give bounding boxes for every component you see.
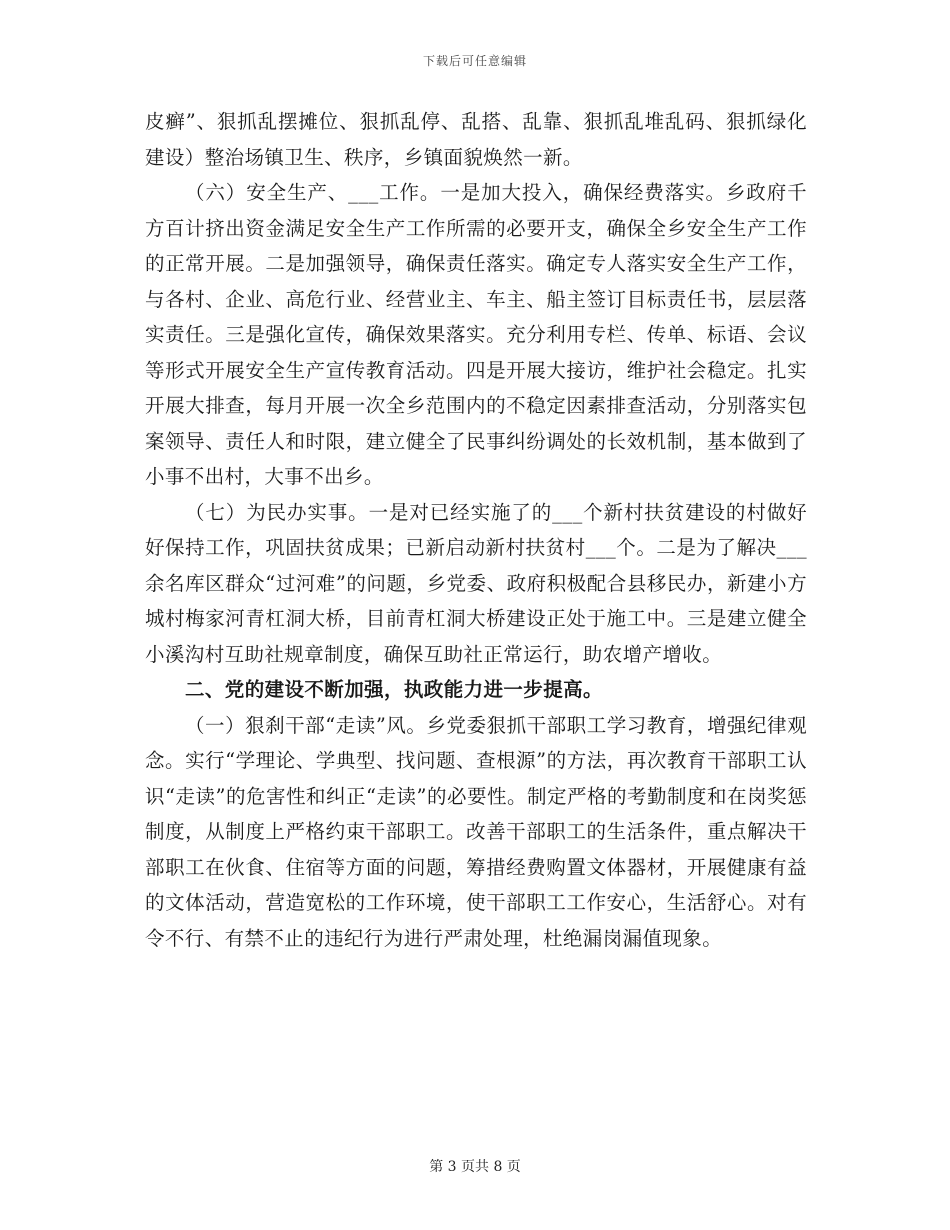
paragraph-commuting-rectification: （一）狠刹干部“走读”风。乡党委狠抓干部职工学习教育，增强纪律观念。实行“学理论、学典型、找问题、查根源”的方法，再次教育干部职工认识“走读”的危害性和纠正“走读”的必要性。制定严格的考勤制度和在岗奖惩制度，从制度上严格约束干部职工。改善干部职工的生活条件，重点解决干部职工在伙食、住宿等方面的问题，筹措经费购置文体器材，开展健康有益的文体活动，营造宽松的工作环境，使干部职工工作安心，生活舒心。对有令不行、有禁不止的违纪行为进行严肃处理，杜绝漏岗漏值现象。 xyxy=(145,713,807,950)
paragraph-practical-work: （七）为民办实事。一是对已经实施了的___个新村扶贫建设的村做好好保持工作，巩固扶贫成果；已新启动新村扶贫村___个。二是为了解决___余名库区群众“过河难”的问题，乡党委、政府积极配合县移民办，新建小方城村梅家河青杠洞大桥，目前青杠洞大桥建设正处于施工中。三是建立健全小溪沟村互助社规章制度，确保互助社正常运行，助农增产增收。 xyxy=(145,500,807,666)
page-footer-number: 第 3 页共 8 页 xyxy=(429,1159,521,1175)
section-heading-party-building: 二、党的建设不断加强，执政能力进一步提高。 xyxy=(185,678,603,701)
paragraph-continuation: 皮癣”、狠抓乱摆摊位、狠抓乱停、乱搭、乱靠、狠抓乱堆乱码、狠抓绿化建设）整治场镇卫生、秩序，乡镇面貌焕然一新。 xyxy=(145,110,807,169)
page-header-note: 下载后可任意编辑 xyxy=(422,54,527,68)
paragraph-safety-production: （六）安全生产、___工作。一是加大投入，确保经费落实。乡政府千方百计挤出资金满足安全生产工作所需的必要开支，确保全乡安全生产工作的正常开展。二是加强领导，确保责任落实。确定专人落实安全生产工作，与各村、企业、高危行业、经营业主、车主、船主签订目标责任书，层层落实责任。三是强化宣传，确保效果落实。充分利用专栏、传单、标语、会议等形式开展安全生产宣传教育活动。四是开展大接访，维护社会稳定。扎实开展大排查，每月开展一次全乡范围内的不稳定因素排查活动，分别落实包案领导、责任人和时限，建立健全了民事纠纷调处的长效机制，基本做到了小事不出村，大事不出乡。 xyxy=(145,181,807,488)
document-body xyxy=(145,104,807,956)
